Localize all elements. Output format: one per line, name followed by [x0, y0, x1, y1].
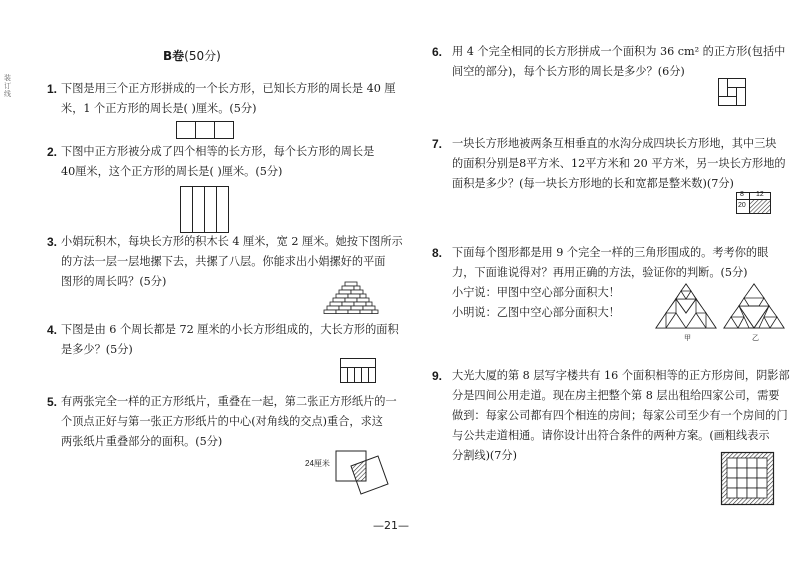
- three-squares-figure: [176, 121, 236, 141]
- section-points: (50分): [184, 49, 221, 63]
- question-7-number: 7.: [432, 137, 443, 151]
- question-3-line-3: 图形的周长吗？(5分): [61, 275, 167, 288]
- question-3-line-1: 小娟玩积木，每块长方形的积木长 4 厘米，宽 2 厘米。她按下图所示: [61, 235, 403, 248]
- question-2-line-2: 40厘米，这个正方形的周长是( )厘米。(5分): [61, 165, 283, 178]
- question-7-line-1: 一块长方形地被两条互相垂直的水沟分成四块长方形地，其中三块: [452, 137, 777, 150]
- xiaoming-statement: 小明说：乙图中空心部分面积大！: [452, 306, 620, 319]
- question-9-line-4: 与公共走道相通。请你设计出符合条件的两种方案。(画粗线表示: [452, 429, 770, 442]
- question-9-line-3: 做到：每家公司都有四个相连的房间；每家公司至少有一个房间的门: [452, 409, 788, 422]
- question-8-line-1: 下面每个图形都是用 9 个完全一样的三角形围成的。考考你的眼: [452, 246, 769, 259]
- grid-label-12: 12: [756, 191, 764, 198]
- question-9-line-5: 分割线)(7分): [452, 449, 517, 462]
- figure-label-jia: 甲: [684, 335, 691, 342]
- grid-label-8: 8: [740, 191, 744, 198]
- question-5-line-2: 个顶点正好与第一张正方形纸片的中心(对角线的交点)重合，求这: [61, 415, 383, 428]
- question-1-line-1: 下图是用三个正方形拼成的一个长方形，已知长方形的周长是 40 厘: [61, 82, 396, 95]
- question-2-number: 2.: [47, 145, 58, 159]
- stacked-blocks-figure: [324, 282, 382, 314]
- question-8-number: 8.: [432, 246, 443, 260]
- triangle-figure-jia: [656, 284, 718, 332]
- question-9-line-2: 分是四间公用走道。现在房主把整个第 8 层出租给四家公司，需要: [452, 389, 780, 402]
- triangle-figure-yi: [724, 284, 786, 332]
- question-5-line-1: 有两张完全一样的正方形纸片，重叠在一起，第二张正方形纸片的一: [61, 395, 397, 408]
- question-3-number: 3.: [47, 235, 58, 249]
- section-name: B卷: [163, 49, 185, 63]
- floor-plan-figure: [721, 452, 777, 508]
- question-5-number: 5.: [47, 395, 58, 409]
- figure-label-yi: 乙: [752, 335, 759, 342]
- question-5-figure-label: 24厘米: [305, 459, 330, 468]
- question-4-number: 4.: [47, 323, 58, 337]
- question-9-line-1: 大光大厦的第 8 层写字楼共有 16 个面积相等的正方形房间，阴影部: [452, 369, 790, 382]
- question-1-line-2: 米，1 个正方形的周长是( )厘米。(5分): [61, 102, 257, 115]
- xiaoning-statement: 小宁说：甲图中空心部分面积大！: [452, 286, 620, 299]
- question-5-line-3: 两张纸片重叠部分的面积。(5分): [61, 435, 223, 448]
- question-6-number: 6.: [432, 45, 443, 59]
- binding-margin-note: 装订线: [4, 74, 11, 98]
- question-3-line-2: 的方法一层一层地摞下去，共摞了八层。你能求出小娟摞好的平面: [61, 255, 386, 268]
- pinwheel-square-figure: [718, 78, 748, 108]
- question-4-line-1: 下图是由 6 个周长都是 72 厘米的小长方形组成的，大长方形的面积: [61, 323, 399, 336]
- question-9-number: 9.: [432, 369, 443, 383]
- grid-label-20: 20: [738, 202, 746, 209]
- section-title: [163, 47, 221, 64]
- question-8-line-2: 力，下面谁说得对？再用正确的方法，验证你的判断。(5分): [452, 266, 748, 279]
- question-7-line-2: 的面积分别是8平方米、12平方米和 20 平方米，另一块长方形地的: [452, 157, 786, 170]
- question-6-line-1: 用 4 个完全相同的长方形拼成一个面积为 36 cm² 的正方形(包括中: [452, 45, 786, 58]
- six-rectangles-figure: [340, 358, 378, 386]
- four-rectangles-square-figure: [180, 186, 232, 236]
- question-1-number: 1.: [47, 82, 58, 96]
- overlapping-squares-figure: [330, 448, 390, 508]
- question-7-line-3: 面积是多少？(每一块长方形地的长和宽都是整米数)(7分): [452, 177, 734, 190]
- question-4-line-2: 是多少？(5分): [61, 343, 133, 356]
- question-6-line-2: 间空的部分)，每个长方形的周长是多少？(6分): [452, 65, 685, 78]
- page-number: —21—: [373, 519, 409, 532]
- question-2-line-1: 下图中正方形被分成了四个相等的长方形，每个长方形的周长是: [61, 145, 375, 158]
